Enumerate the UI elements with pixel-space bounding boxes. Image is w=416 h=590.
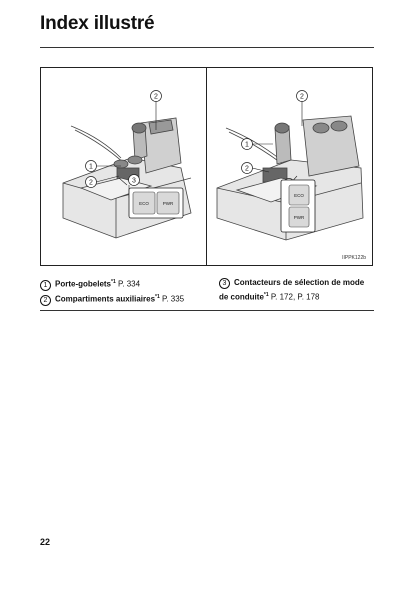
caption-1-page-ref[interactable]: P. 334 bbox=[115, 279, 141, 289]
caption-cup-holders bbox=[40, 276, 140, 291]
caption-2-number: 2 bbox=[40, 295, 51, 306]
page-title: Index illustré bbox=[40, 13, 155, 34]
left-console-drawing bbox=[63, 118, 191, 238]
right-callout-1 bbox=[242, 139, 253, 150]
caption-1-number: 1 bbox=[40, 280, 51, 291]
illustration-figure bbox=[40, 67, 373, 266]
caption-3-number: 3 bbox=[219, 278, 230, 289]
page-number: 22 bbox=[40, 537, 51, 547]
right-callout-1-label: 1 bbox=[245, 141, 249, 149]
left-pwr-button-label: PWR bbox=[162, 201, 174, 206]
left-callout-1-label: 1 bbox=[89, 163, 93, 171]
left-callout-3 bbox=[151, 91, 162, 102]
right-eco-button-label: ECO bbox=[294, 193, 304, 198]
caption-1-label: Porte-gobelets bbox=[55, 279, 112, 289]
caption-3-note: *1 bbox=[263, 292, 269, 298]
caption-3-page-ref[interactable]: P. 172, P. 178 bbox=[268, 292, 320, 302]
caption-2-page-ref[interactable]: P. 335 bbox=[159, 294, 185, 304]
left-callout-3b bbox=[129, 175, 140, 186]
left-callout-3b-label: 3 bbox=[132, 177, 136, 185]
right-switch-inset bbox=[281, 180, 315, 232]
caption-auxiliary-boxes bbox=[40, 291, 184, 306]
figure-code: IIPPK122b bbox=[342, 255, 366, 261]
right-pwr-button-label: PWR bbox=[293, 215, 305, 220]
caption-1-note: *1 bbox=[111, 279, 116, 285]
left-callout-2-label: 2 bbox=[89, 179, 93, 187]
caption-rule bbox=[40, 310, 374, 311]
right-callout-2 bbox=[242, 163, 253, 174]
console-illustration bbox=[41, 68, 374, 267]
caption-3-label: Contacteurs de sélection de mode de conduite bbox=[219, 278, 365, 302]
right-callout-2-top bbox=[297, 91, 308, 102]
caption-drive-mode-switches bbox=[219, 276, 375, 304]
right-callout-2-label: 2 bbox=[245, 165, 249, 173]
caption-2-label: Compartiments auxiliaires bbox=[55, 294, 156, 304]
header-rule bbox=[40, 47, 374, 48]
left-callout-2 bbox=[86, 177, 97, 188]
left-callout-3-label: 2 bbox=[154, 93, 158, 101]
left-eco-button-label: ECO bbox=[139, 201, 149, 206]
left-switch-inset bbox=[129, 188, 183, 218]
left-callout-1 bbox=[86, 161, 97, 172]
caption-2-note: *1 bbox=[155, 294, 160, 300]
right-callout-2-top-label: 2 bbox=[300, 93, 304, 101]
